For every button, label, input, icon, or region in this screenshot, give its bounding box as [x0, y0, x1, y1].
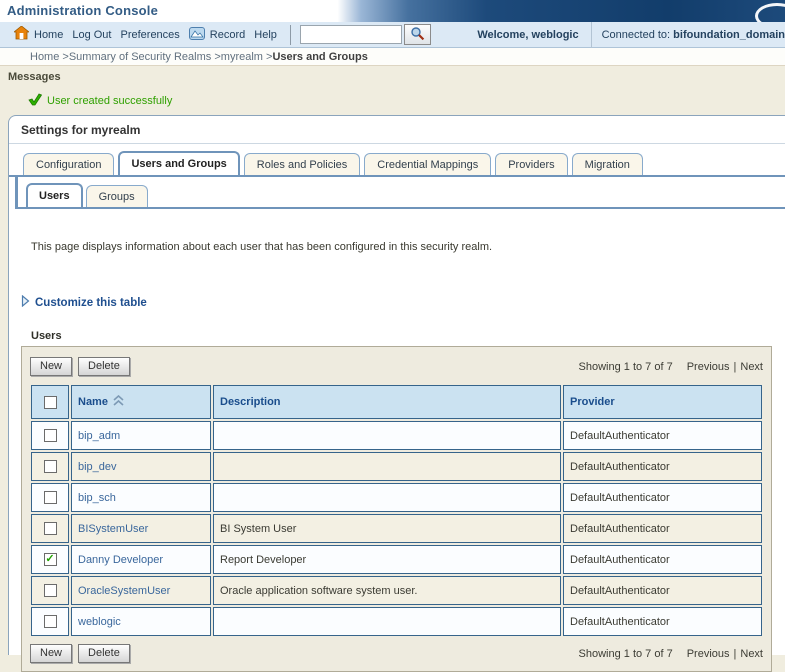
user-row-checkbox[interactable] [44, 615, 57, 628]
paging-separator: | [733, 360, 737, 373]
app-title: Administration Console [7, 3, 159, 18]
column-header-provider[interactable]: Provider [563, 385, 762, 419]
customize-table-link[interactable]: Customize this table [21, 295, 785, 310]
users-table [29, 383, 764, 638]
table-row [31, 576, 762, 605]
subtab-users[interactable]: Users [26, 183, 83, 207]
breadcrumb-separator: > [266, 51, 273, 63]
messages-section [0, 66, 785, 115]
table-row [31, 514, 762, 543]
search-input[interactable] [300, 25, 402, 44]
user-description [213, 483, 561, 512]
user-description [213, 452, 561, 481]
welcome-text: Welcome, weblogic [477, 28, 579, 41]
connected-domain: bifoundation_domain [673, 28, 785, 41]
table-header-row [31, 385, 762, 419]
breadcrumb-home[interactable]: Home [30, 51, 60, 63]
table-row [31, 545, 762, 574]
tab-migration[interactable]: Migration [572, 153, 643, 175]
user-row-checkbox[interactable] [44, 522, 57, 535]
user-description [213, 607, 561, 636]
paging-next-link[interactable]: Next [740, 360, 763, 373]
new-button[interactable]: New [30, 357, 72, 376]
toolbar-record-link[interactable]: Record [209, 28, 246, 41]
oracle-logo-icon [755, 3, 785, 22]
subtab-groups[interactable]: Groups [86, 185, 148, 207]
user-name-link[interactable]: bip_adm [78, 429, 121, 442]
paging-next-link[interactable]: Next [740, 647, 763, 660]
user-name-link[interactable]: weblogic [78, 615, 121, 628]
users-table-label: Users [31, 330, 62, 342]
title-banner [0, 0, 785, 22]
table-toolbar-top [29, 353, 764, 383]
sort-ascending-icon[interactable] [112, 397, 125, 409]
user-description [213, 421, 561, 450]
toolbar-help-link[interactable]: Help [254, 28, 277, 41]
users-table-container [21, 346, 772, 672]
user-name-link[interactable]: Danny Developer [78, 553, 163, 566]
tab-users-and-groups[interactable]: Users and Groups [118, 151, 239, 175]
search-button[interactable] [404, 24, 431, 45]
user-description: Oracle application software system user. [213, 576, 561, 605]
user-provider: DefaultAuthenticator [563, 607, 762, 636]
delete-button[interactable]: Delete [78, 357, 130, 376]
paging-showing-text: Showing 1 to 7 of 7 [578, 647, 673, 660]
tab-configuration[interactable]: Configuration [23, 153, 114, 175]
success-message-text: User created successfully [47, 95, 173, 107]
user-row-checkbox[interactable] [44, 491, 57, 504]
breadcrumb-separator: > [62, 51, 69, 63]
table-row [31, 483, 762, 512]
toolbar-preferences-link[interactable]: Preferences [120, 28, 180, 41]
user-provider: DefaultAuthenticator [563, 576, 762, 605]
paging-showing-text: Showing 1 to 7 of 7 [578, 360, 673, 373]
tab-credential-mappings[interactable]: Credential Mappings [364, 153, 491, 175]
expand-arrow-icon [21, 295, 30, 310]
table-row [31, 452, 762, 481]
sub-tab-bar [15, 177, 785, 209]
user-row-checkbox[interactable] [44, 429, 57, 442]
column-header-description[interactable]: Description [213, 385, 561, 419]
record-icon [189, 27, 205, 43]
global-toolbar [0, 22, 785, 48]
main-tab-bar [9, 144, 785, 177]
success-check-icon [28, 93, 42, 109]
user-provider: DefaultAuthenticator [563, 545, 762, 574]
paging-separator: | [733, 647, 737, 660]
tab-roles-and-policies[interactable]: Roles and Policies [244, 153, 361, 175]
column-header-name[interactable]: Name [71, 385, 211, 419]
breadcrumb-security-realms[interactable]: Summary of Security Realms [68, 51, 212, 63]
messages-title: Messages [8, 71, 61, 83]
table-toolbar-bottom [29, 638, 764, 666]
user-name-link[interactable]: OracleSystemUser [78, 584, 171, 597]
delete-button[interactable]: Delete [78, 644, 130, 663]
table-row [31, 607, 762, 636]
user-provider: DefaultAuthenticator [563, 452, 762, 481]
user-provider: DefaultAuthenticator [563, 514, 762, 543]
user-name-link[interactable]: bip_dev [78, 460, 117, 473]
toolbar-home-link[interactable]: Home [34, 28, 64, 41]
table-row [31, 421, 762, 450]
breadcrumb-separator: > [214, 51, 221, 63]
search-icon [410, 26, 425, 44]
user-description: Report Developer [213, 545, 561, 574]
breadcrumb-current: Users and Groups [272, 51, 368, 63]
user-row-checkbox[interactable] [44, 553, 57, 566]
connected-text: Connected to: bifoundation_domain [601, 28, 785, 41]
toolbar-logout-link[interactable]: Log Out [72, 28, 112, 41]
user-provider: DefaultAuthenticator [563, 421, 762, 450]
breadcrumb [0, 48, 785, 66]
paging-controls [579, 361, 763, 373]
select-all-checkbox[interactable] [44, 396, 57, 409]
user-name-link[interactable]: bip_sch [78, 491, 116, 504]
success-message [28, 93, 172, 109]
tab-providers[interactable]: Providers [495, 153, 567, 175]
user-provider: DefaultAuthenticator [563, 483, 762, 512]
new-button[interactable]: New [30, 644, 72, 663]
page-description: This page displays information about each user that has been configured in this security realm. [31, 241, 493, 253]
user-row-checkbox[interactable] [44, 584, 57, 597]
toolbar-divider [591, 22, 592, 48]
settings-panel [8, 115, 785, 660]
user-name-link[interactable]: BISystemUser [78, 522, 149, 535]
user-description: BI System User [213, 514, 561, 543]
toolbar-divider [290, 25, 291, 45]
paging-controls [579, 648, 763, 660]
page-title: Settings for myrealm [9, 116, 785, 144]
breadcrumb-myrealm[interactable]: myrealm [220, 51, 263, 63]
paging-previous-link[interactable]: Previous [686, 360, 730, 373]
home-icon [14, 26, 29, 43]
user-row-checkbox[interactable] [44, 460, 57, 473]
paging-previous-link[interactable]: Previous [686, 647, 730, 660]
